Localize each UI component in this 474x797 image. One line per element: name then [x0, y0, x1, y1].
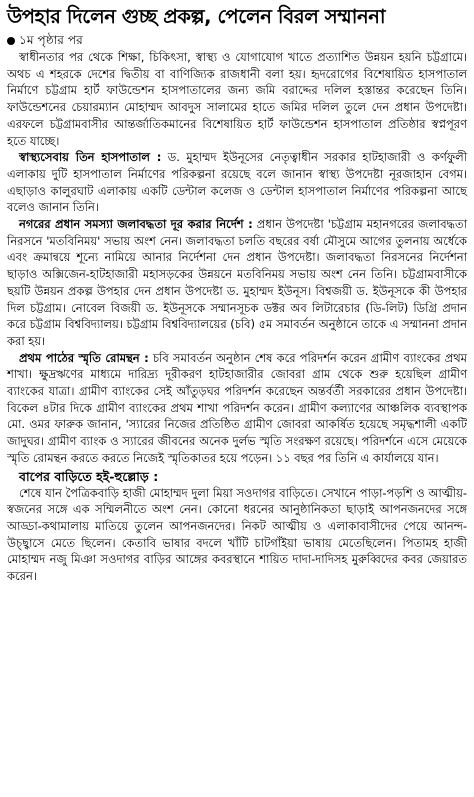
paragraph-2-body: ড. মুহাম্মদ ইউনূসের নেতৃত্বাধীন সরকার হাটহাজারী ও কর্ণফুলী এলাকায় দুটি হাসপাতাল নির্মাণের পরিকল্পনা রয়েছে বলে জানান স্বাস্থ্য উপদেষ্টা নূরজাহান বেগম। এছাড়াও কালুরঘাট এলাকায় একটি ডেন্টাল কলেজ ও ডেন্টাল হাসপাতাল নির্মাণের পরিকল্পনা আছে বলেও জানান তিনি।	[7, 150, 467, 215]
paragraph-1: স্বাধীনতার পর থেকে শিক্ষা, চিকিৎসা, স্বাস্থ্য ও যোগাযোগ খাতে প্রত্যাশিত উন্নয়ন হয়নি চট্টগ্রামে। অথচ এ শহরকে দেশের দ্বিতীয় বা বাণিজ্যিক রাজধানী বলা হয়। হৃদরোগের বিশেষায়িত হাসপাতাল নির্মাণে চট্টগ্রাম হার্ট ফাউন্ডেশন হাসপাতালের জন্য জমি বরাদ্দের দলিল হস্তান্তর করেছেন তিনি। ফাউন্ডেশনের চেয়ারম্যান মোহাম্মদ আবদুস সালামের হাতে জমির দলিল তুলে দেন প্রধান উপদেষ্টা। এরফলে চট্টগ্রামবাসীর আন্তর্জাতিকমানের বিশেষায়িত হার্ট ফাউন্ডেশন হাসপাতাল প্রতিষ্ঠার স্বপ্নপূরণ হতে যাচ্ছে।	[7, 50, 467, 148]
continuation-label: ১ম পৃষ্ঠার পর	[19, 33, 83, 47]
paragraph-3-heading: নগরের প্রধান সমস্যা জলাবদ্ধতা দূর করার নির্দেশ :	[19, 217, 253, 232]
paragraph-3	[7, 216, 467, 350]
continuation-note	[7, 32, 467, 48]
paragraph-3-body: প্রধান উপদেষ্টা 'চট্টগ্রাম মহানগরের জলাবদ্ধতা নিরসনে 'মতবিনিময়' সভায় অংশ নেন। জলাবদ্ধতা চলতি বছরের বর্ষা মৌসুমে আগের তুলনায় অর্ধেকে এবং ক্রমান্বয়ে শূন্যে নামিয়ে আনার নির্দেশনা দেন প্রধান উপদেষ্টা। জলাবদ্ধতা নিরসনের নির্দেশনা ছাড়াও অক্সিজেন-হাটহাজারী মহাসড়কের উন্নয়নে মতবিনিময় সভায় অংশ নেন তিনি। চট্টগ্রামবাসীকে ছয়টি উন্নয়ন প্রকল্প উপহার দেন প্রধান উপদেষ্টা ড. মুহাম্মদ ইউনূস। বিশ্বজয়ী ড. ইউনূসকে কী উপহার দিল চট্টগ্রাম। নোবেল বিজয়ী ড. ইউনূসকে সম্মানসূচক ডক্টর অব লিটারেচার (ডি-লিট) ডিগ্রি প্রদান করে চট্টগ্রাম বিশ্ববিদ্যালয়। চট্টগ্রাম বিশ্ববিদ্যালয়ের (চবি) ৫ম সমাবর্তন অনুষ্ঠানে তাকে এ সম্মাননা প্রদান করা হয়।	[7, 217, 467, 348]
article-headline: উপহার দিলেন গুচ্ছ প্রকল্প, পেলেন বিরল সম্মাননা	[7, 5, 386, 28]
paragraph-4-body: চবি সমাবর্তন অনুষ্ঠান শেষ করে পরিদর্শন করেন গ্রামীণ ব্যাংকের প্রথম শাখা। ক্ষুদ্রঋণের মাধ্যমে দারিদ্র্য দূরীকরণ হাটহাজারীর জোবরা গ্রাম থেকে শুরু হয়েছিল গ্রামীণ ব্যাংকের যাত্রা। গ্রামীণ ব্যাংকের সেই আঁতুড়ঘর পরিদর্শন করেছেন অন্তর্বর্তী সরকারের প্রধান উপদেষ্টা। বিকেল ৪টার দিকে গ্রামীণ ব্যাংকের প্রথম শাখা পরিদর্শন করেন। গ্রামীণ কল্যাণের আঞ্চলিক ব্যবস্থাপক মো. ওমর ফারুক জানান, 'স্যারের নিজের প্রতিষ্ঠিত গ্রামীণ জোবরা আকর্ষিত হয়েছে সমৃদ্ধশালী একটি জাদুঘর। গ্রামীণ ব্যাংক ও স্যারের জীবনের অনেক দুর্লভ স্মৃতি সংরক্ষণ রয়েছে। পরিদর্শনে এসে মেয়েকে স্মৃতি রোমন্থন করতে করতে নিজেই স্মৃতিকাতর হয়ে পড়েন। ১১ বছর পর তিনি এ কার্যালয়ে যান।	[7, 350, 467, 465]
paragraph-5: শেষে যান পৈত্রিকবাড়ি হাজী মোহাম্মদ দুলা মিয়া সওদাগর বাড়িতে। সেখানে পাড়া-পড়শি ও আত্মীয়-স্বজনের সঙ্গে এক সম্মিলনীতে অংশ নেন। কোনো ধরনের আনুষ্ঠানিকতা ছাড়াই আপনজনদের সঙ্গে আড্ডা-কথামালায় মাতিয়ে তুলেন আপনজনদের। নিকট আত্মীয় ও এলাকাবাসীদের পেয়ে আনন্দ-উচ্ছ্বাসে মেতে ছিলেন। কেতাবি ভাষার বদলে খাঁটি চাটগাঁইয়া ভাষায় মেতেছিলেন। পিতামহ হাজী মোহাম্মদ নজু মিঞা সওদাগর বাড়ির আঙ্গের কবরস্থানে শায়িত দাদা-দাদিসহ মুরুব্বিদের কবর জেয়ারত করেন।	[7, 485, 467, 584]
paragraph-4	[7, 350, 467, 467]
bullet-icon	[7, 37, 15, 45]
paragraph-2	[7, 149, 467, 216]
paragraph-2-heading: স্বাস্থ্যসেবায় তিন হাসপাতাল :	[19, 150, 162, 165]
paragraph-5-heading: বাপের বাড়িতে হই-হুল্লোড় :	[19, 468, 159, 484]
paragraph-4-heading: প্রথম পাঠের স্মৃতি রোমন্থন :	[19, 350, 149, 365]
